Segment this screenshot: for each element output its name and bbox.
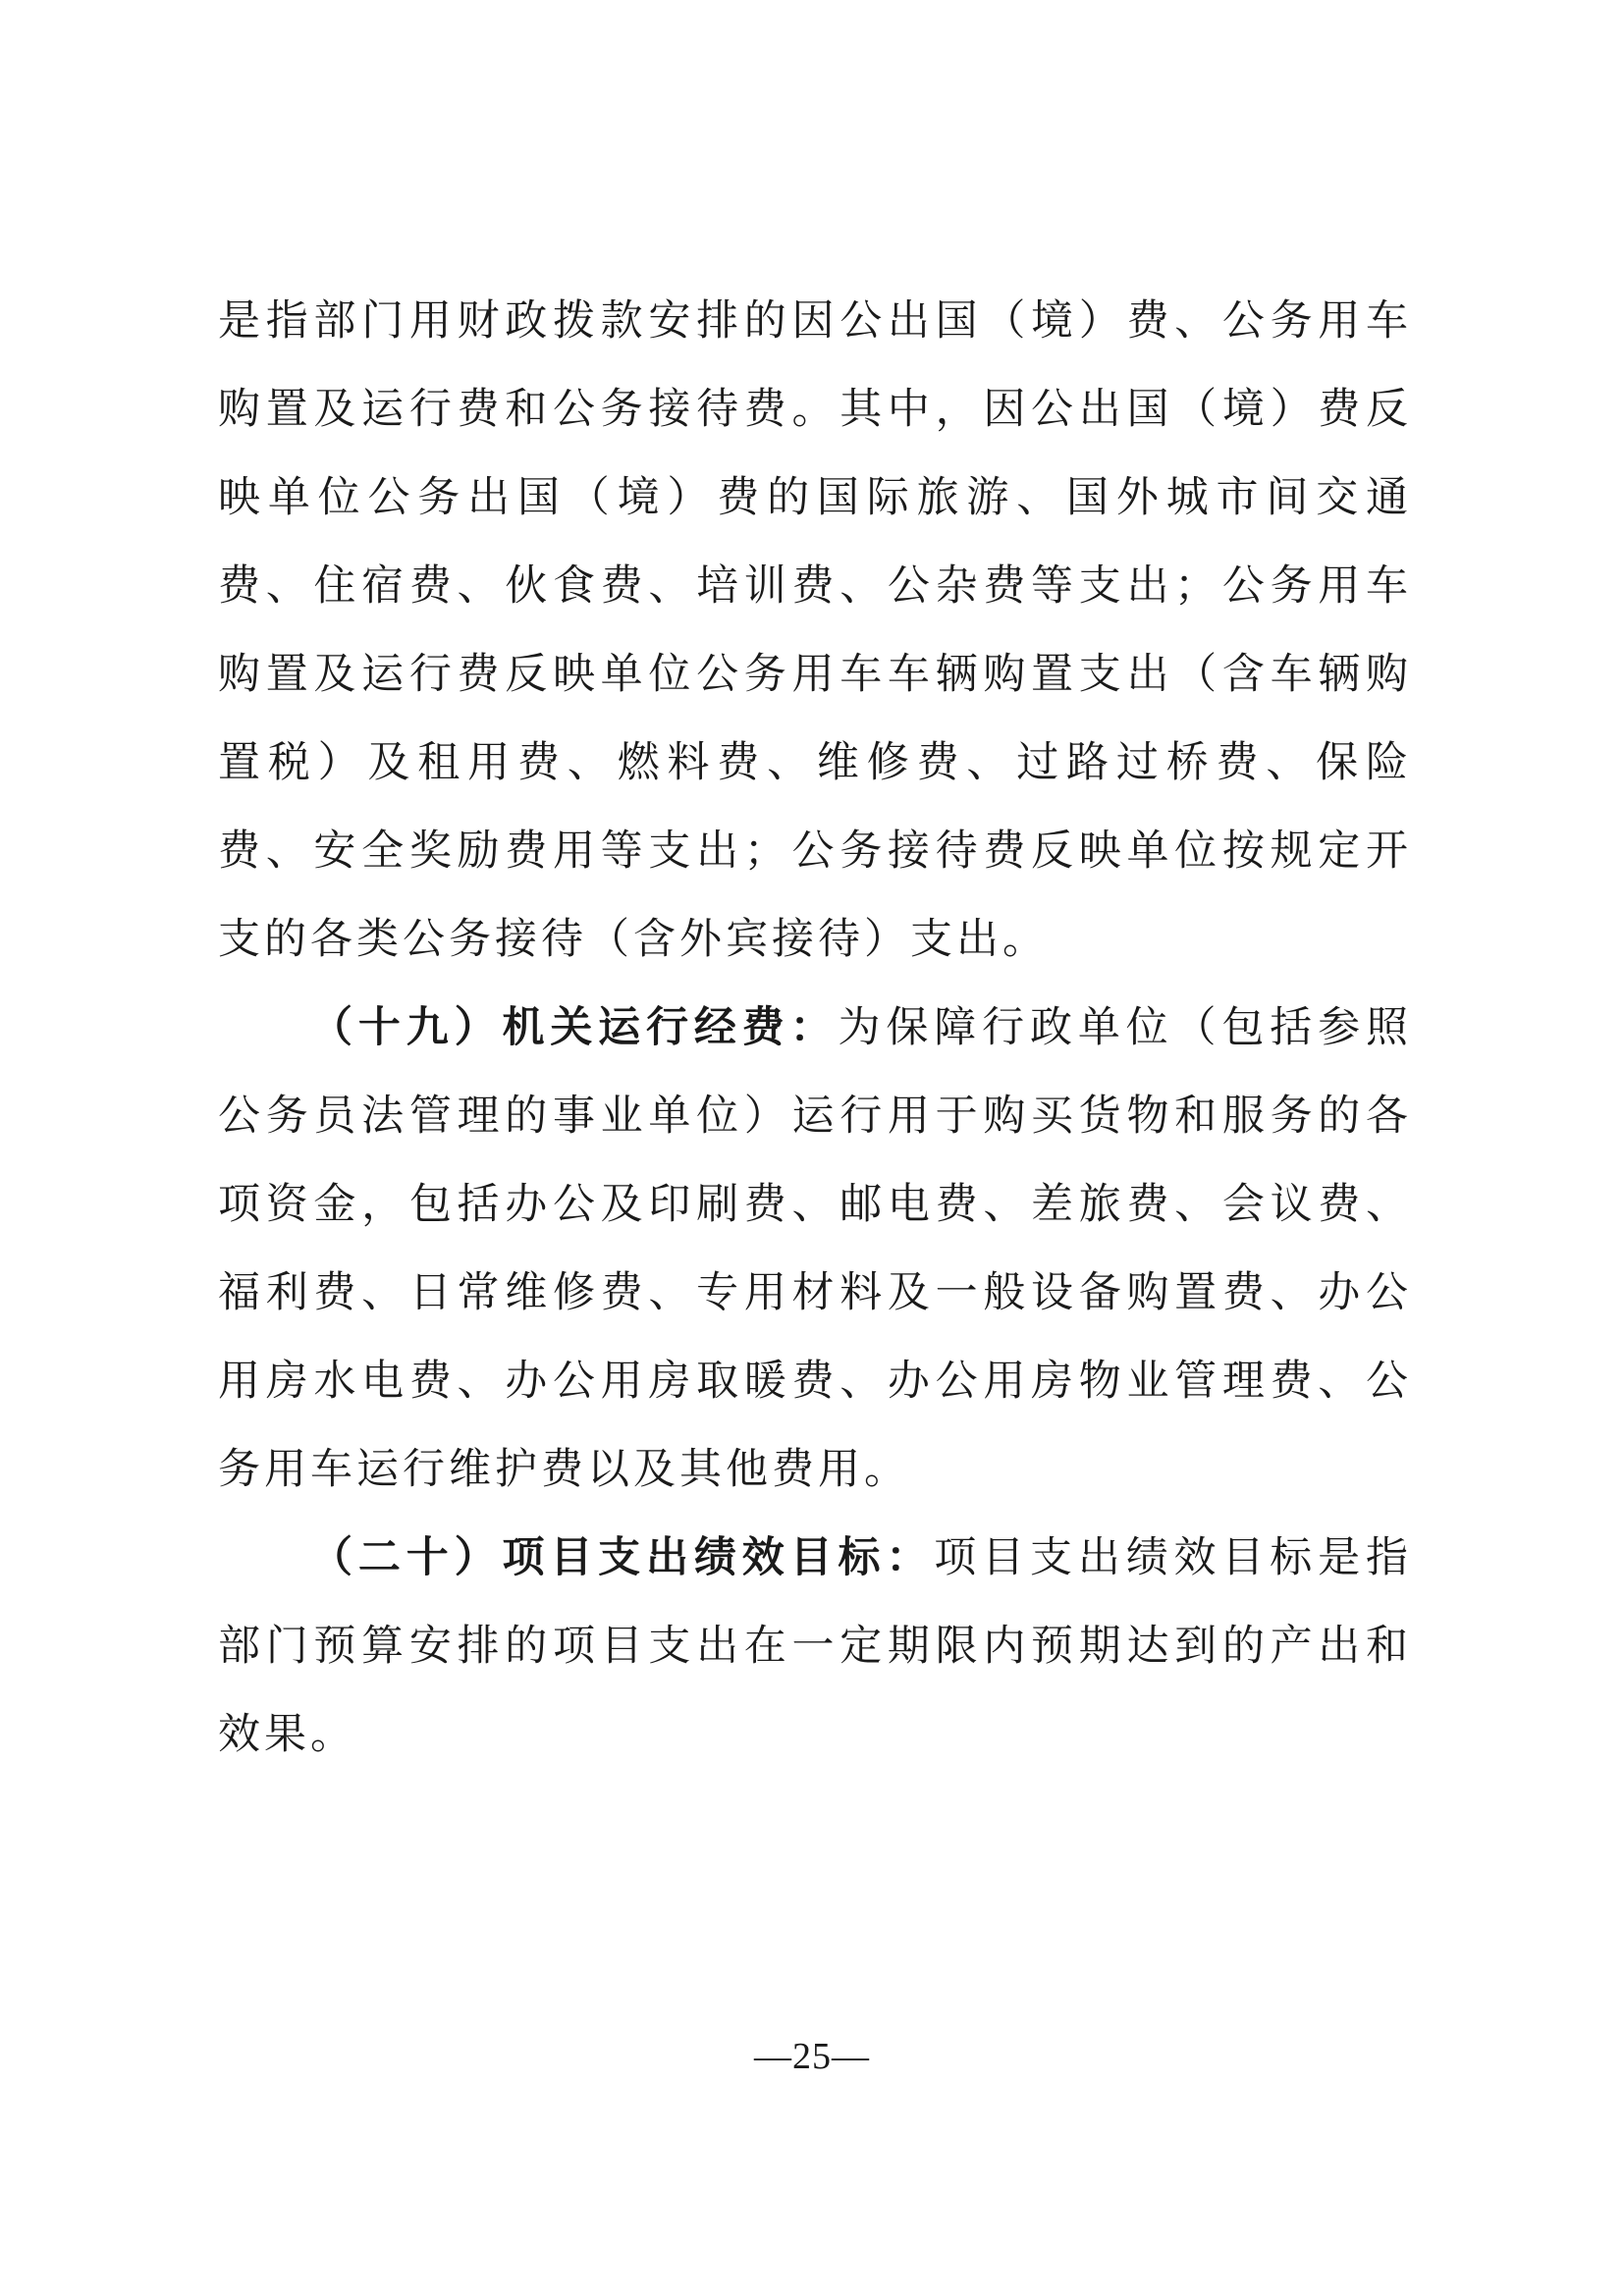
item-20-heading: （二十）项目支出绩效目标： — [310, 1533, 935, 1582]
body-text — [218, 277, 1412, 1779]
paragraph-continued — [218, 277, 1412, 984]
item-19-heading: （十九）机关运行经费： — [310, 1003, 839, 1052]
paragraph-text: 是指部门用财政拨款安排的因公出国（境）费、公务用车购置及运行费和公务接待费。其中，因公出国（境）费反映单位公务出国（境）费的国际旅游、国外城市间交通费、住宿费、伙食费、培训费、公杂费等支出；公务用车购置及运行费反映单位公务用车车辆购置支出（含车辆购置税）及租用费、燃料费、维修费、过路过桥费、保险费、安全奖励费用等支出；公务接待费反映单位按规定开支的各类公务接待（含外宾接待）支出。 — [218, 296, 1412, 964]
item-20-text: 项目支出绩效目标是指部门预算安排的项目支出在一定期限内预期达到的产出和效果。 — [218, 1533, 1413, 1759]
item-19-text: 为保障行政单位（包括参照公务员法管理的事业单位）运行用于购买货物和服务的各项资金，包括办公及印刷费、邮电费、差旅费、会议费、福利费、日常维修费、专用材料及一般设备购置费、办公用房水电费、办公用房取暖费、办公用房物业管理费、公务用车运行维护费以及其他费用。 — [218, 1003, 1412, 1494]
paragraph-item-20 — [218, 1514, 1412, 1779]
paragraph-item-19 — [218, 984, 1412, 1514]
page-number: —25— — [754, 2036, 870, 2077]
